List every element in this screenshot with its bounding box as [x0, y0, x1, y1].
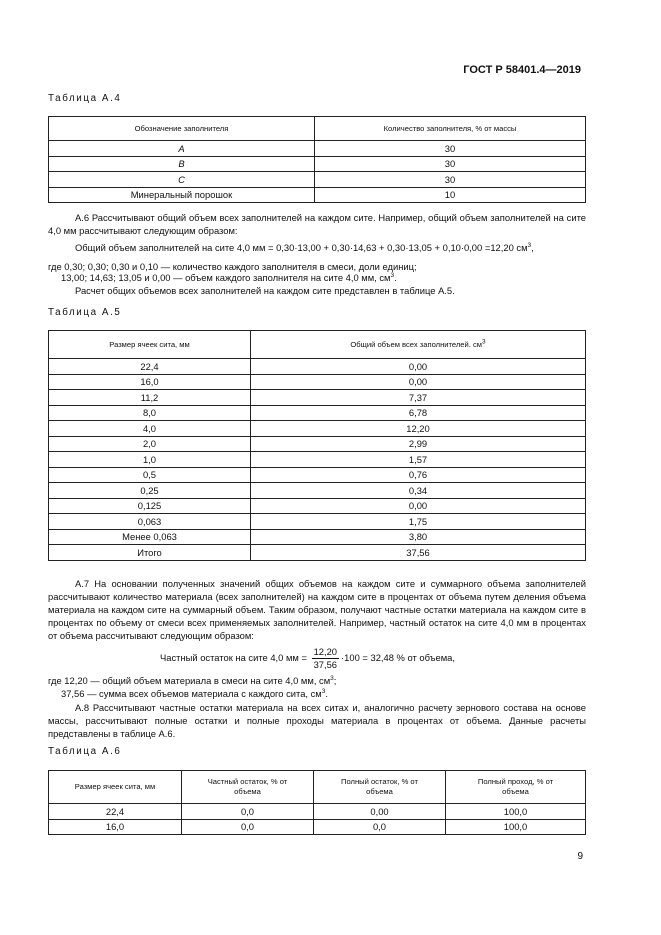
sieve-size: 22,4 — [49, 359, 251, 375]
formula-exponent: 3 — [527, 241, 532, 249]
sieve-size: 0,5 — [49, 467, 251, 483]
table-row — [49, 374, 586, 390]
where-text: где 12,20 — общий объем материала в смеси на сите 4,0 мм, см — [48, 675, 331, 686]
aggregate-designation: Минеральный порошок — [49, 187, 315, 203]
where-text: 37,56 — сумма всех объемов материала с каждого сита, см — [61, 688, 322, 699]
where-punctuation: . — [325, 688, 328, 699]
formula-right: ·100 = 32,48 % от объема, — [341, 651, 455, 663]
table-row — [49, 141, 586, 157]
table-a5-header-sieve: Размер ячеек сита, мм — [49, 331, 251, 359]
table-a4 — [48, 116, 586, 203]
sieve-size: 0,125 — [49, 498, 251, 514]
formula-left: Частный остаток на сите 4,0 мм = — [160, 651, 307, 663]
total-residue: 0,0 — [314, 819, 446, 835]
table-row — [49, 172, 586, 188]
table-a6-caption: Таблица А.6 — [48, 746, 122, 757]
table-a4-header-amount: Количество заполнителя, % от массы — [315, 117, 586, 141]
where-punctuation: . — [394, 272, 397, 283]
table-row — [49, 467, 586, 483]
section-a6-note: Расчет общих объемов всех заполнителей на каждом сите представлен в таблице А.5. — [75, 285, 455, 296]
sieve-size: 16,0 — [49, 819, 182, 835]
table-row — [49, 483, 586, 499]
header-exponent: 3 — [482, 337, 486, 345]
formula-punctuation: , — [531, 242, 534, 253]
sieve-size: Менее 0,063 — [49, 529, 251, 545]
aggregate-designation: C — [49, 172, 315, 188]
total-volume: 12,20 — [251, 421, 586, 437]
table-row — [49, 156, 586, 172]
table-a5-caption: Таблица А.5 — [48, 307, 122, 318]
table-a6-header-total-retained: Полный остаток, % от объема — [314, 771, 446, 804]
total-volume: 0,76 — [251, 467, 586, 483]
table-a4-header-designation: Обозначение заполнителя — [49, 117, 315, 141]
fraction-numerator: 12,20 — [313, 646, 338, 657]
formula-fraction — [312, 646, 339, 671]
table-a6-header-sieve: Размер ячеек сита, мм — [49, 771, 182, 804]
section-a6-formula — [75, 242, 534, 253]
table-row — [49, 452, 586, 468]
total-volume: 6,78 — [251, 405, 586, 421]
table-a5 — [48, 330, 586, 561]
table-row — [49, 187, 586, 203]
table-row — [49, 819, 586, 835]
where-exponent: 3 — [390, 271, 395, 279]
sieve-size: 0,063 — [49, 514, 251, 530]
total-volume: 37,56 — [251, 545, 586, 561]
sieve-size: 8,0 — [49, 405, 251, 421]
table-a4-caption: Таблица А.4 — [48, 93, 122, 104]
table-a6 — [48, 770, 586, 835]
table-row — [49, 545, 586, 561]
sieve-size: 4,0 — [49, 421, 251, 437]
page-number: 9 — [577, 851, 583, 862]
where-exponent: 3 — [321, 687, 326, 695]
section-a6-where-1: где 0,30; 0,30; 0,30 и 0,10 — количество каждого заполнителя в смеси, доли единиц; — [48, 261, 417, 272]
table-row — [49, 804, 586, 820]
where-text: 13,00; 14,63; 13,05 и 0,00 — объем каждого заполнителя на сите 4,0 мм, см — [61, 272, 391, 283]
total-passing: 100,0 — [446, 804, 586, 820]
total-volume: 2,99 — [251, 436, 586, 452]
total-volume: 0,00 — [251, 359, 586, 375]
aggregate-amount: 30 — [315, 172, 586, 188]
total-volume: 0,00 — [251, 498, 586, 514]
section-a7-where-1 — [48, 675, 336, 686]
total-volume: 3,80 — [251, 529, 586, 545]
section-a7-formula — [160, 646, 455, 671]
total-volume: 0,00 — [251, 374, 586, 390]
sieve-size: 22,4 — [49, 804, 182, 820]
table-a6-header-partial: Частный остаток, % от объема — [182, 771, 314, 804]
total-volume: 1,75 — [251, 514, 586, 530]
document-id: ГОСТ Р 58401.4—2019 — [463, 64, 581, 76]
total-residue: 0,00 — [314, 804, 446, 820]
table-row — [49, 529, 586, 545]
total-volume: 7,37 — [251, 390, 586, 406]
table-a5-header-volume — [251, 331, 586, 359]
fraction-denominator: 37,56 — [313, 659, 338, 670]
aggregate-amount: 30 — [315, 141, 586, 157]
sieve-size: 1,0 — [49, 452, 251, 468]
sieve-size: 11,2 — [49, 390, 251, 406]
table-row — [49, 421, 586, 437]
table-row — [49, 359, 586, 375]
aggregate-designation: B — [49, 156, 315, 172]
sieve-size: 0,25 — [49, 483, 251, 499]
table-row — [49, 405, 586, 421]
partial-residue: 0,0 — [182, 819, 314, 835]
table-row — [49, 498, 586, 514]
table-row — [49, 436, 586, 452]
sieve-size: 16,0 — [49, 374, 251, 390]
where-exponent: 3 — [330, 674, 334, 682]
section-a6-where-2 — [61, 272, 397, 283]
section-a8-text: А.8 Рассчитывают частные остатки материала на всех ситах и, аналогично расчету зернового состава на основе массы, рассчитывают полные остатки и полные проходы материала в процентах от объема. Данные расчеты представлены в таблице А.6. — [48, 702, 586, 739]
aggregate-amount: 30 — [315, 156, 586, 172]
total-passing: 100,0 — [446, 819, 586, 835]
sieve-size: Итого — [49, 545, 251, 561]
aggregate-amount: 10 — [315, 187, 586, 203]
table-a6-header-total-passing: Полный проход, % от объема — [446, 771, 586, 804]
formula-text: Общий объем заполнителей на сите 4,0 мм = 0,30·13,00 + 0,30·14,63 + 0,30·13,05 + 0,10·0,00 =12,20 см — [75, 242, 528, 253]
total-volume: 1,57 — [251, 452, 586, 468]
sieve-size: 2,0 — [49, 436, 251, 452]
section-a6-text: А.6 Рассчитывают общий объем всех заполнителей на каждом сите. Например, общий объем заполнителей на сите 4,0 мм рассчитывают следующим образом: — [48, 212, 586, 236]
partial-residue: 0,0 — [182, 804, 314, 820]
section-a7-where-2 — [61, 688, 328, 699]
aggregate-designation: A — [49, 141, 315, 157]
table-row — [49, 390, 586, 406]
table-a5-body — [49, 359, 586, 561]
total-volume: 0,34 — [251, 483, 586, 499]
header-text: Общий объем всех заполнителей. см — [350, 339, 483, 349]
where-punctuation: ; — [333, 675, 337, 686]
table-row — [49, 514, 586, 530]
section-a7-text: А.7 На основании полученных значений общих объемов на каждом сите и суммарного объема заполнителей рассчитывают количество материала (всех заполнителей) на каждом сите в процентах от объема путем деления объема материала на каждом сите на суммарный объем. Таким образом, получают частные остатки материала на каждом сите в процентах по объему от смеси всех применяемых заполнителей. Например, частный остаток на сите 4,0 мм в процентах от объема рассчитывают следующим образом: — [48, 578, 586, 641]
